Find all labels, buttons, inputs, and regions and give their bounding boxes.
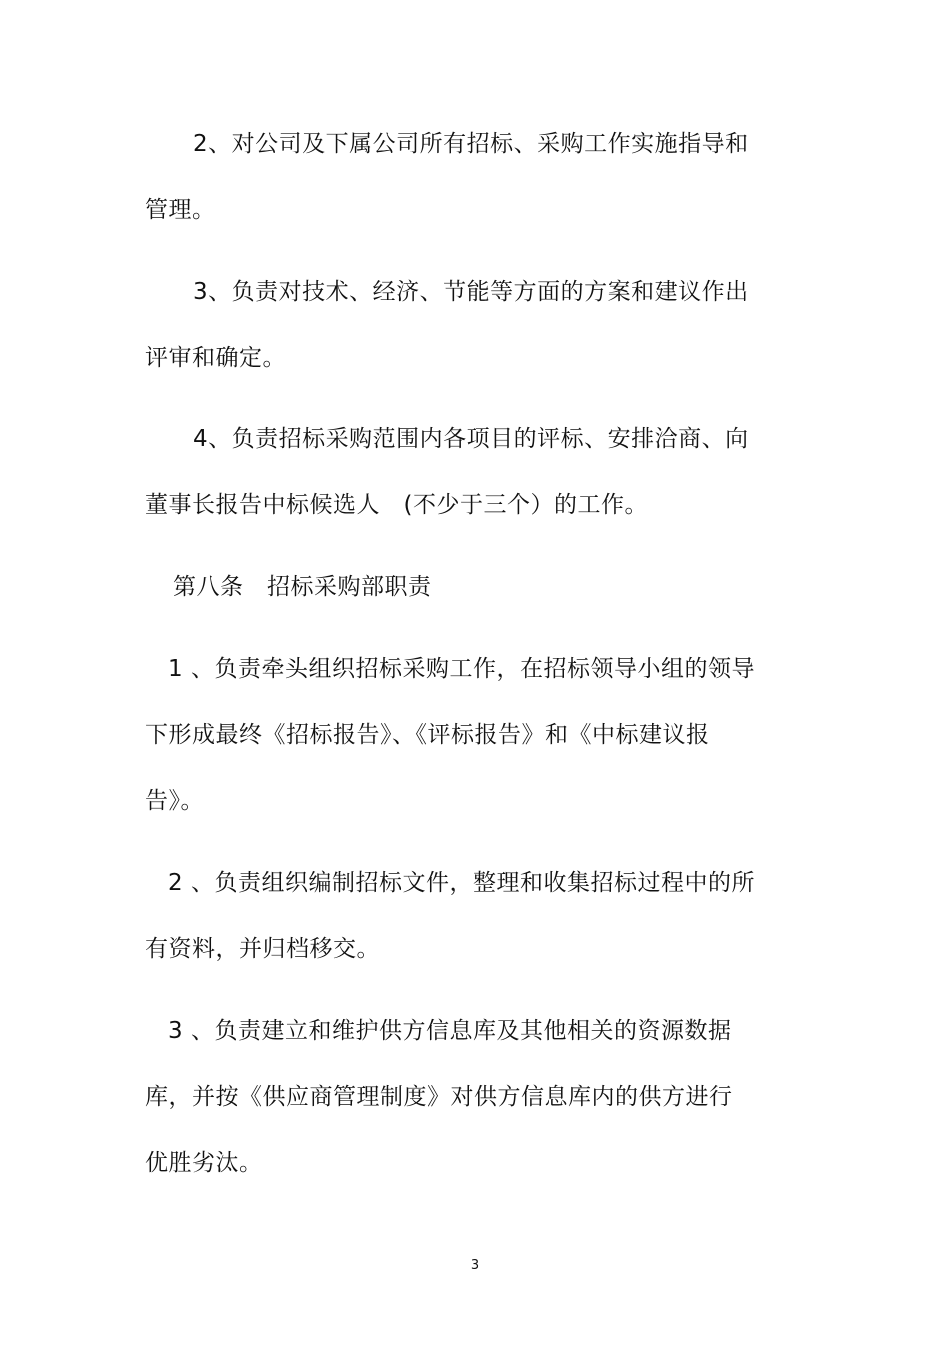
section-heading: 第八条 招标采购部职责 bbox=[173, 574, 432, 600]
paragraph-line: 评审和确定。 bbox=[145, 345, 286, 371]
page-number: 3 bbox=[470, 1258, 480, 1273]
paragraph-line: 2、对公司及下属公司所有招标、采购工作实施指导和 bbox=[193, 131, 749, 157]
paragraph-line: 4、负责招标采购范围内各项目的评标、安排洽商、向 bbox=[193, 426, 749, 452]
paragraph-line: 2 、负责组织编制招标文件，整理和收集招标过程中的所 bbox=[168, 870, 755, 896]
paragraph-line: 1 、负责牵头组织招标采购工作，在招标领导小组的领导 bbox=[168, 656, 755, 682]
paragraph-line: 下形成最终《招标报告》、《评标报告》和《中标建议报 bbox=[145, 722, 710, 748]
paragraph-line: 管理。 bbox=[145, 197, 216, 223]
paragraph-line: 有资料，并归档移交。 bbox=[145, 936, 380, 962]
paragraph-line: 3、负责对技术、经济、节能等方面的方案和建议作出 bbox=[193, 279, 749, 305]
paragraph-line: 董事长报告中标候选人 (不少于三个）的工作。 bbox=[145, 492, 648, 518]
paragraph-line: 库，并按《供应商管理制度》对供方信息库内的供方进行 bbox=[145, 1084, 733, 1110]
paragraph-line: 3 、负责建立和维护供方信息库及其他相关的资源数据 bbox=[168, 1018, 732, 1044]
paragraph-line: 优胜劣汰。 bbox=[145, 1150, 263, 1176]
paragraph-line: 告》。 bbox=[145, 788, 204, 814]
